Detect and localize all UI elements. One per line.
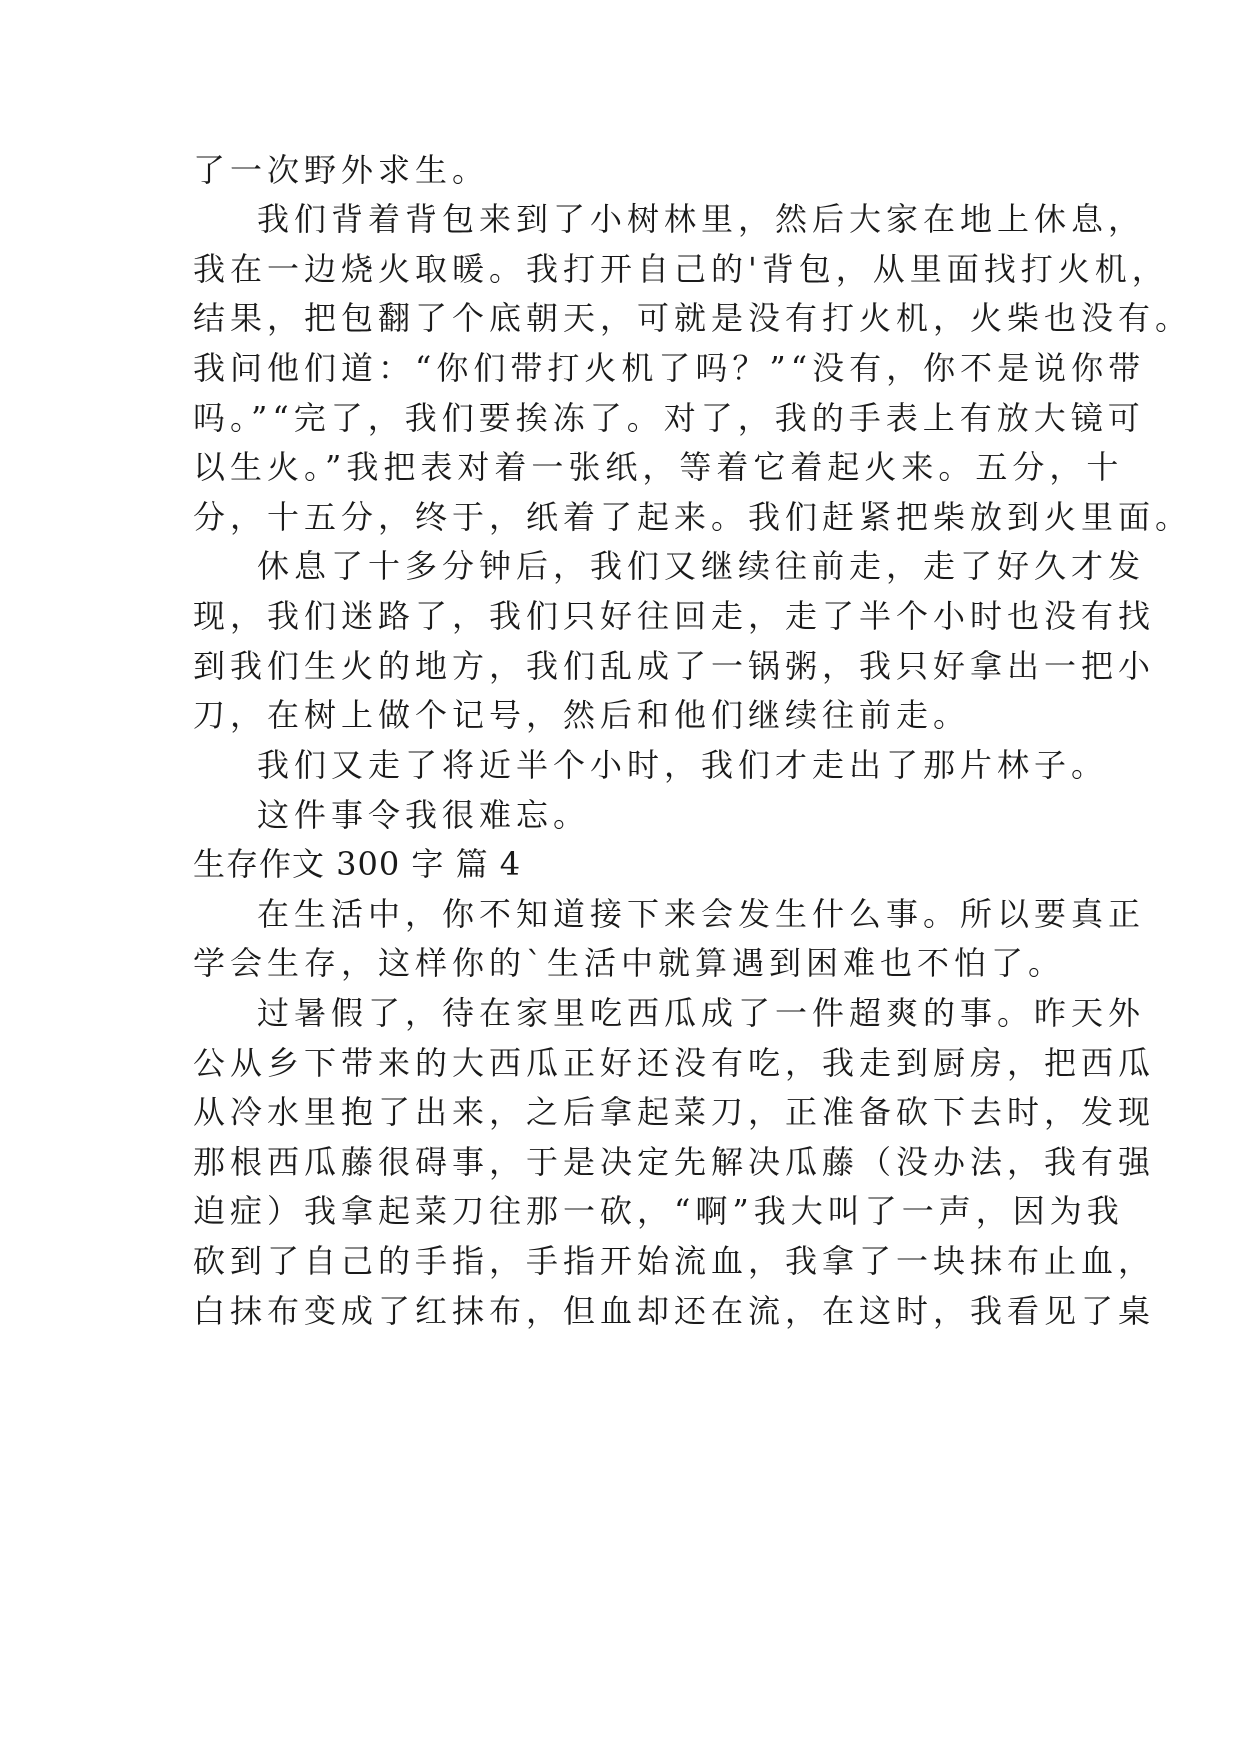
text-line: 白抹布变成了红抹布，但血却还在流，在这时，我看见了桌 — [193, 1292, 1156, 1330]
text-line: 我们又走了将近半个小时，我们才走出了那片林子。 — [257, 746, 1109, 784]
text-line: 从冷水里抱了出来，之后拿起菜刀，正准备砍下去时，发现 — [193, 1093, 1156, 1131]
text-line: 砍到了自己的手指，手指开始流血，我拿了一块抹布止血， — [193, 1242, 1156, 1280]
text-line: 我问他们道：“你们带打火机了吗？”“没有，你不是说你带 — [193, 349, 1146, 387]
text-line: 了一次野外求生。 — [193, 151, 490, 189]
text-line: 到我们生火的地方，我们乱成了一锅粥，我只好拿出一把小 — [193, 647, 1156, 685]
text-line: 学会生存，这样你的`生活中就算遇到困难也不怕了。 — [193, 944, 1066, 982]
text-line: 我们背着背包来到了小树林里，然后大家在地上休息， — [257, 200, 1146, 238]
section-heading: 生存作文 300 字 篇 4 — [193, 845, 522, 883]
text-line: 刀，在树上做个记号，然后和他们继续往前走。 — [193, 696, 971, 734]
text-line: 那根西瓜藤很碍事，于是决定先解决瓜藤（没办法，我有强 — [193, 1143, 1156, 1181]
text-line: 在生活中，你不知道接下来会发生什么事。所以要真正 — [257, 895, 1146, 933]
text-line: 休息了十多分钟后，我们又继续往前走，走了好久才发 — [257, 547, 1146, 585]
text-line: 以生火。”我把表对着一张纸，等着它着起火来。五分，十 — [193, 448, 1124, 486]
text-line: 我在一边烧火取暖。我打开自己的'背包，从里面找打火机， — [193, 250, 1169, 288]
text-line: 现，我们迷路了，我们只好往回走，走了半个小时也没有找 — [193, 597, 1156, 635]
text-line: 分，十五分，终于，纸着了起来。我们赶紧把柴放到火里面。 — [193, 498, 1193, 536]
text-line: 这件事令我很难忘。 — [257, 796, 591, 834]
text-line: 吗。”“完了，我们要挨冻了。对了，我的手表上有放大镜可 — [193, 399, 1145, 437]
text-line: 迫症）我拿起菜刀往那一砍，“啊”我大叫了一声，因为我 — [193, 1192, 1124, 1230]
text-line: 结果，把包翻了个底朝天，可就是没有打火机，火柴也没有。 — [193, 299, 1193, 337]
text-line: 过暑假了，待在家里吃西瓜成了一件超爽的事。昨天外 — [257, 994, 1146, 1032]
text-line: 公从乡下带来的大西瓜正好还没有吃，我走到厨房，把西瓜 — [193, 1044, 1156, 1082]
